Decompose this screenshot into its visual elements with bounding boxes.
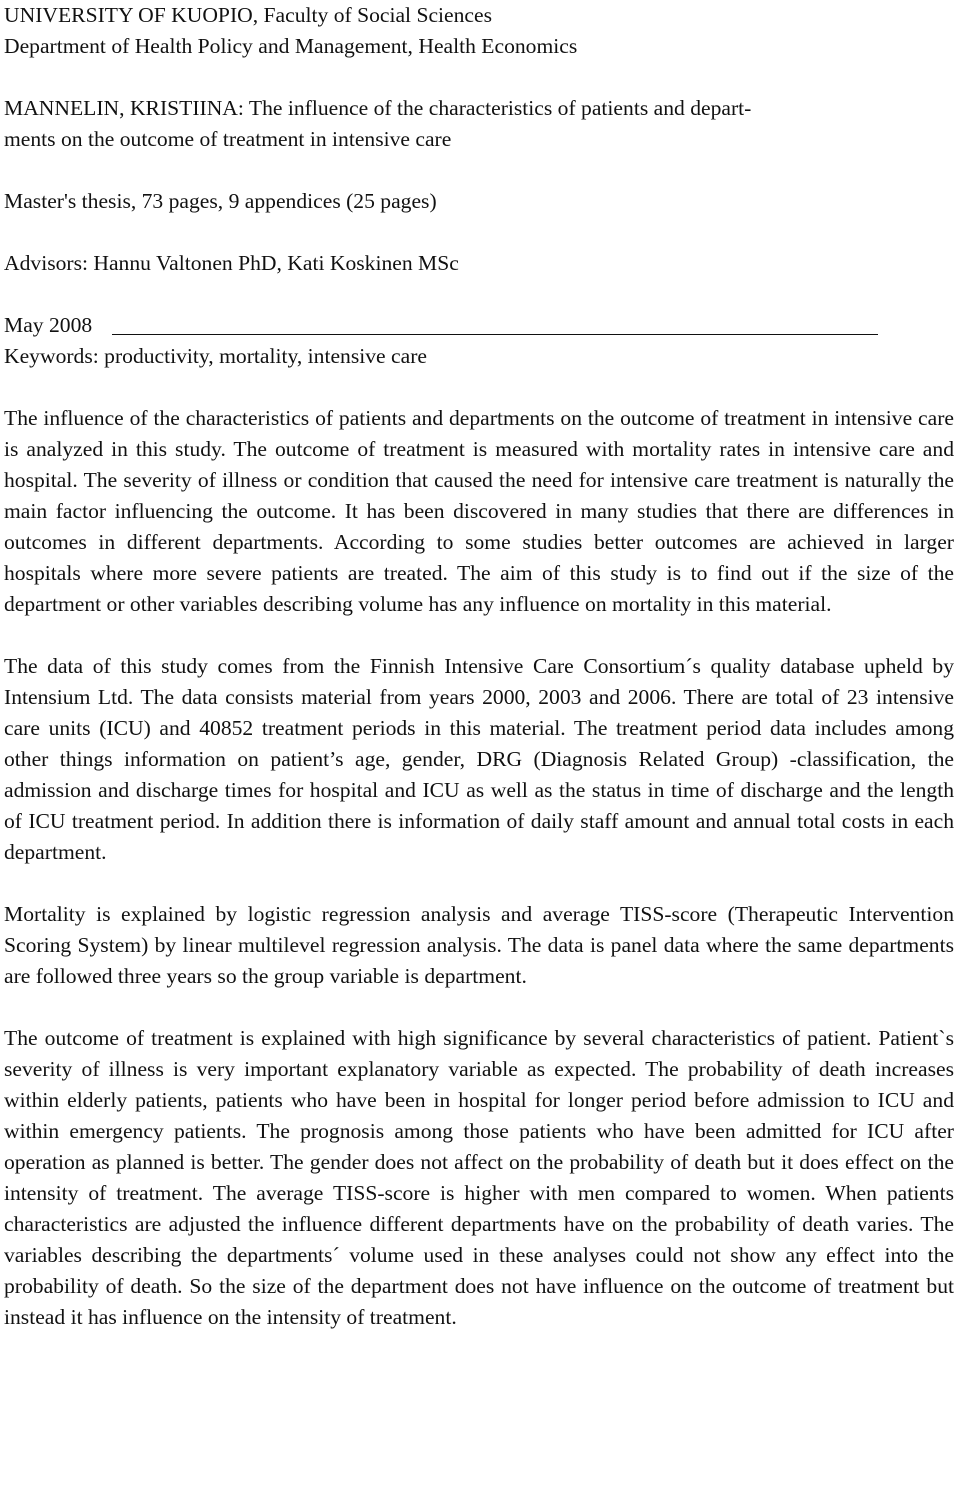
thesis-details: Master's thesis, 73 pages, 9 appendices (25 pages) [4,189,437,213]
advisors: Advisors: Hannu Valtonen PhD, Kati Koskinen MSc [4,251,459,275]
thesis-date: May 2008 [4,313,93,337]
spacer [4,62,954,93]
spacer [4,372,954,403]
abstract-paragraph-4: The outcome of treatment is explained with high significance by several characteristics of patient. Patient`s severity of illness is very important explanatory variable as expected. The probability of death increases within elderly patients, patients who have been in hospital for longer period before admission to ICU and within emergency patients. The prognosis among those patients who have been admitted for ICU after operation as planned is better. The gender does not affect on the probability of death but it does effect on the intensity of treatment. The average TISS-score is higher with men compared to women. When patients characteristics are adjusted the influence different departments have on the probability of death varies. The variables describing the departments´ volume used in these analyses could not show any effect into the probability of death. So the size of the department does not have influence on the outcome of treatment but instead it has influence on the intensity of treatment. [4,1026,954,1329]
abstract-paragraph-3: Mortality is explained by logistic regression analysis and average TISS-score (Therapeutic Intervention Scoring System) by linear multilevel regression analysis. The data is panel data where the same departments are followed three years so the group variable is department. [4,902,954,988]
date-underline [112,334,878,335]
abstract-page [4,0,954,1333]
abstract-paragraph-2: The data of this study comes from the Finnish Intensive Care Consortium´s quality database upheld by Intensium Ltd. The data consists material from years 2000, 2003 and 2006. There are total of 23 intensive care units (ICU) and 40852 treatment periods in this material. The treatment period data includes among other things information on patient’s age, gender, DRG (Diagnosis Related Group) -classification, the admission and discharge times for hospital and ICU as well as the status in time of discharge and the length of ICU treatment period. In addition there is information of daily staff amount and annual total costs in each department. [4,654,954,864]
spacer [4,155,954,186]
university-heading: UNIVERSITY OF KUOPIO, Faculty of Social Sciences [4,3,492,27]
keywords: Keywords: productivity, mortality, intensive care [4,344,427,368]
spacer [4,868,954,899]
spacer [4,217,954,248]
spacer [4,992,954,1023]
spacer [4,279,954,310]
department-heading: Department of Health Policy and Management, Health Economics [4,34,578,58]
date-line [4,310,954,341]
thesis-title-line-1: MANNELIN, KRISTIINA: The influence of the characteristics of patients and depart- [4,96,752,120]
abstract-paragraph-1: The influence of the characteristics of patients and departments on the outcome of treatment in intensive care is analyzed in this study. The outcome of treatment is measured with mortality rates in intensive care and hospital. The severity of illness or condition that caused the need for intensive care treatment is naturally the main factor influencing the outcome. It has been discovered in many studies that there are differences in outcomes in different departments. According to some studies better outcomes are achieved in larger hospitals where more severe patients are treated. The aim of this study is to find out if the size of the department or other variables describing volume has any influence on mortality in this material. [4,406,954,616]
thesis-title-line-2: ments on the outcome of treatment in intensive care [4,127,452,151]
spacer [4,620,954,651]
